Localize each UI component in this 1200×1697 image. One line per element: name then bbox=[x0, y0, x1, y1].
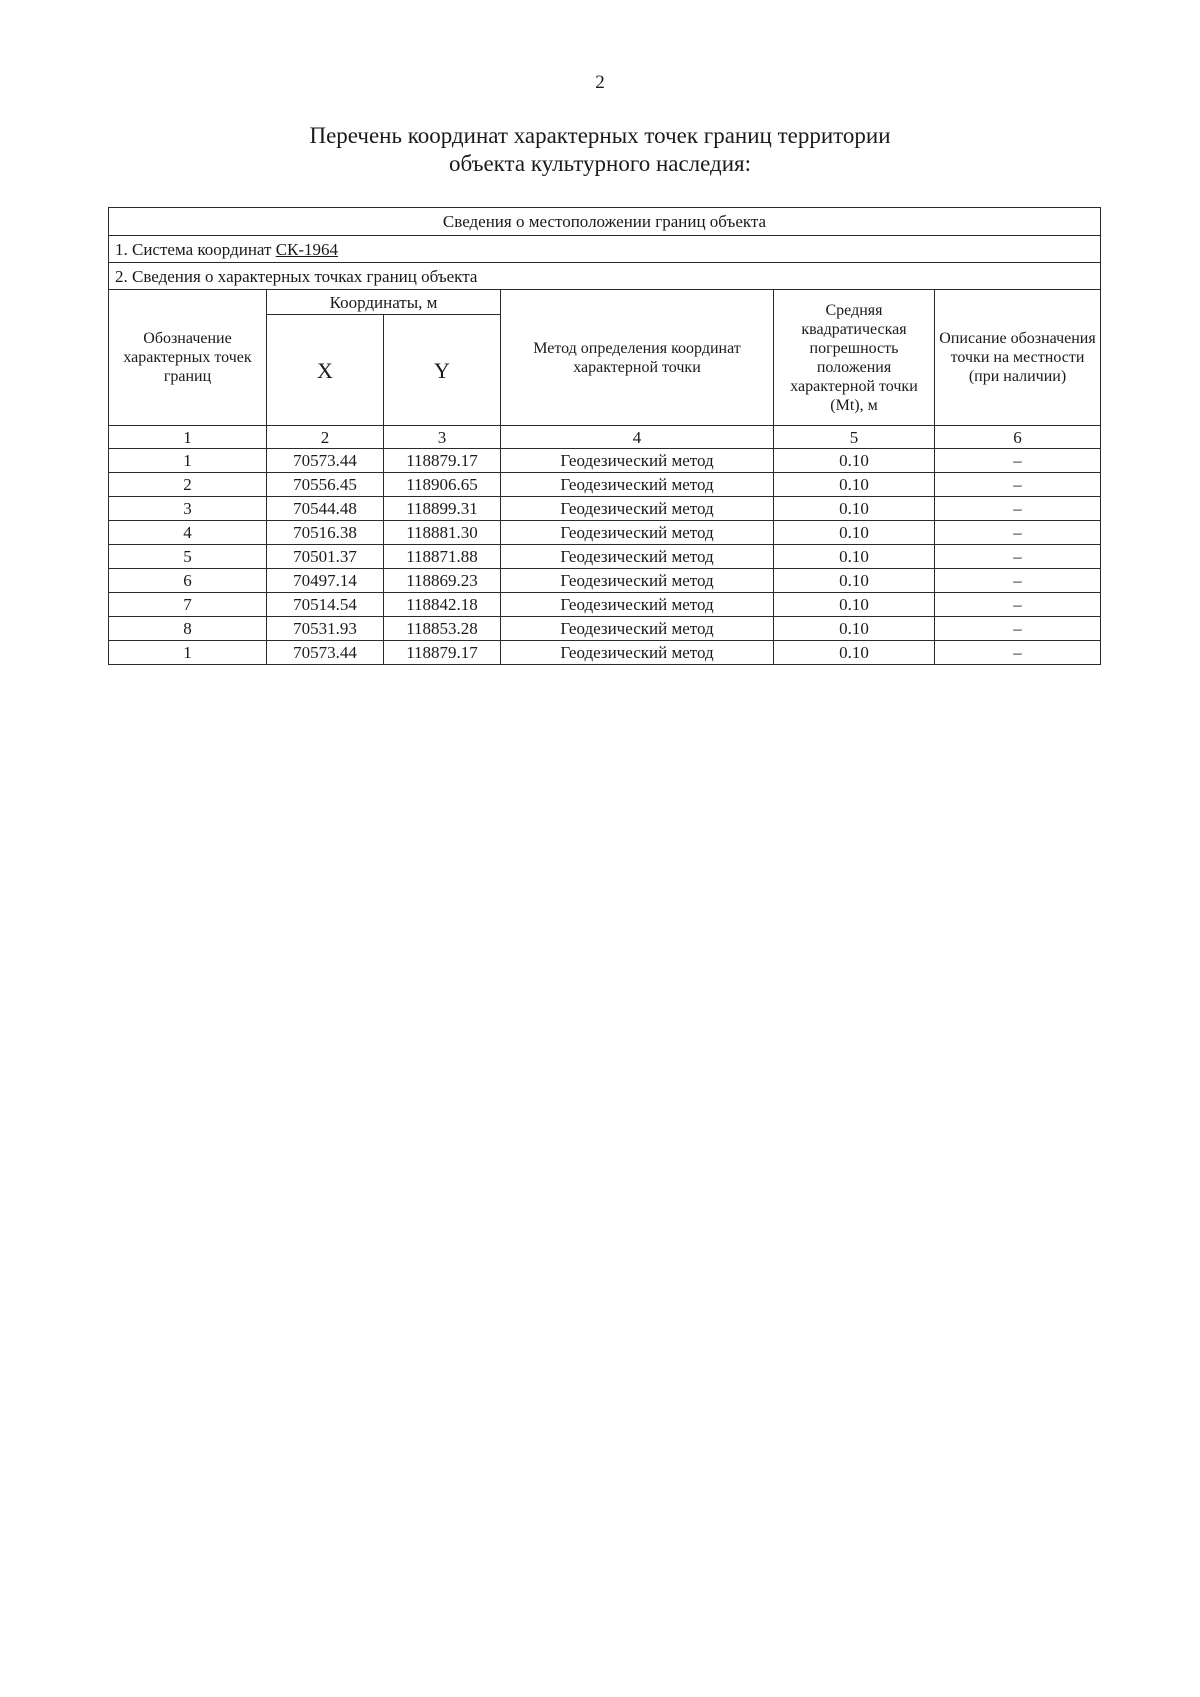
column-number: 5 bbox=[774, 426, 935, 449]
points-info-row bbox=[109, 263, 1101, 290]
cell-x: 70556.45 bbox=[267, 473, 384, 497]
cell-description: – bbox=[935, 449, 1101, 473]
coord-system-label: 1. Система координат bbox=[115, 239, 272, 259]
cell-x: 70497.14 bbox=[267, 569, 384, 593]
cell-x: 70544.48 bbox=[267, 497, 384, 521]
cell-error: 0.10 bbox=[774, 521, 935, 545]
column-number-row bbox=[109, 426, 1101, 449]
table-row bbox=[109, 641, 1101, 665]
section-header-row bbox=[109, 208, 1101, 236]
coordinates-table bbox=[108, 207, 1101, 665]
table-row bbox=[109, 449, 1101, 473]
cell-point: 1 bbox=[109, 449, 267, 473]
header-designation: Обозначение характерных точек границ bbox=[109, 290, 267, 426]
cell-point: 8 bbox=[109, 617, 267, 641]
cell-y: 118879.17 bbox=[384, 641, 501, 665]
cell-error: 0.10 bbox=[774, 641, 935, 665]
cell-y: 118869.23 bbox=[384, 569, 501, 593]
cell-description: – bbox=[935, 641, 1101, 665]
cell-point: 6 bbox=[109, 569, 267, 593]
cell-description: – bbox=[935, 617, 1101, 641]
cell-error: 0.10 bbox=[774, 569, 935, 593]
cell-error: 0.10 bbox=[774, 449, 935, 473]
cell-x: 70573.44 bbox=[267, 449, 384, 473]
points-info-label: 2. Сведения о характерных точках границ объекта bbox=[109, 263, 1101, 290]
cell-x: 70514.54 bbox=[267, 593, 384, 617]
cell-method: Геодезический метод bbox=[501, 545, 774, 569]
table-row bbox=[109, 473, 1101, 497]
cell-y: 118881.30 bbox=[384, 521, 501, 545]
cell-method: Геодезический метод bbox=[501, 569, 774, 593]
cell-point: 5 bbox=[109, 545, 267, 569]
document-title-line-2: объекта культурного наследия: bbox=[448, 151, 752, 176]
coord-system-row bbox=[109, 236, 1101, 263]
column-number: 1 bbox=[109, 426, 267, 449]
cell-description: – bbox=[935, 473, 1101, 497]
header-method: Метод определения координат характерной точки bbox=[501, 290, 774, 426]
cell-method: Геодезический метод bbox=[501, 497, 774, 521]
cell-point: 3 bbox=[109, 497, 267, 521]
coord-system-cell bbox=[109, 236, 1101, 263]
table-row bbox=[109, 545, 1101, 569]
cell-description: – bbox=[935, 545, 1101, 569]
cell-method: Геодезический метод bbox=[501, 449, 774, 473]
table-row bbox=[109, 497, 1101, 521]
cell-x: 70501.37 bbox=[267, 545, 384, 569]
cell-method: Геодезический метод bbox=[501, 593, 774, 617]
section-header: Сведения о местоположении границ объекта bbox=[109, 208, 1101, 236]
table-row bbox=[109, 593, 1101, 617]
cell-point: 4 bbox=[109, 521, 267, 545]
cell-error: 0.10 bbox=[774, 497, 935, 521]
cell-y: 118853.28 bbox=[384, 617, 501, 641]
cell-error: 0.10 bbox=[774, 545, 935, 569]
cell-y: 118879.17 bbox=[384, 449, 501, 473]
cell-error: 0.10 bbox=[774, 593, 935, 617]
column-number: 6 bbox=[935, 426, 1101, 449]
document-title-line-1: Перечень координат характерных точек границ территории bbox=[309, 123, 891, 148]
cell-method: Геодезический метод bbox=[501, 641, 774, 665]
column-number: 4 bbox=[501, 426, 774, 449]
cell-method: Геодезический метод bbox=[501, 521, 774, 545]
table-row bbox=[109, 617, 1101, 641]
cell-x: 70573.44 bbox=[267, 641, 384, 665]
cell-point: 2 bbox=[109, 473, 267, 497]
cell-description: – bbox=[935, 497, 1101, 521]
header-coordinates: Координаты, м bbox=[267, 290, 501, 315]
coord-system-value: СК-1964 bbox=[275, 239, 339, 259]
cell-description: – bbox=[935, 521, 1101, 545]
header-description: Описание обозначения точки на местности (при наличии) bbox=[935, 290, 1101, 426]
cell-point: 7 bbox=[109, 593, 267, 617]
column-number: 3 bbox=[384, 426, 501, 449]
header-y: Y bbox=[384, 315, 501, 426]
cell-error: 0.10 bbox=[774, 473, 935, 497]
column-number: 2 bbox=[267, 426, 384, 449]
cell-method: Геодезический метод bbox=[501, 617, 774, 641]
cell-method: Геодезический метод bbox=[501, 473, 774, 497]
cell-description: – bbox=[935, 593, 1101, 617]
page-number: 2 bbox=[595, 72, 605, 93]
header-error: Средняя квадратическая погрешность положения характерной точки (Mt), м bbox=[774, 290, 935, 426]
cell-y: 118871.88 bbox=[384, 545, 501, 569]
cell-x: 70516.38 bbox=[267, 521, 384, 545]
cell-y: 118842.18 bbox=[384, 593, 501, 617]
cell-error: 0.10 bbox=[774, 617, 935, 641]
cell-description: – bbox=[935, 569, 1101, 593]
cell-x: 70531.93 bbox=[267, 617, 384, 641]
table-row bbox=[109, 569, 1101, 593]
coordinates-table-body bbox=[109, 208, 1101, 665]
cell-y: 118899.31 bbox=[384, 497, 501, 521]
cell-y: 118906.65 bbox=[384, 473, 501, 497]
header-x: X bbox=[267, 315, 384, 426]
header-row-1 bbox=[109, 290, 1101, 315]
document-title bbox=[0, 122, 1200, 178]
table-row bbox=[109, 521, 1101, 545]
cell-point: 1 bbox=[109, 641, 267, 665]
